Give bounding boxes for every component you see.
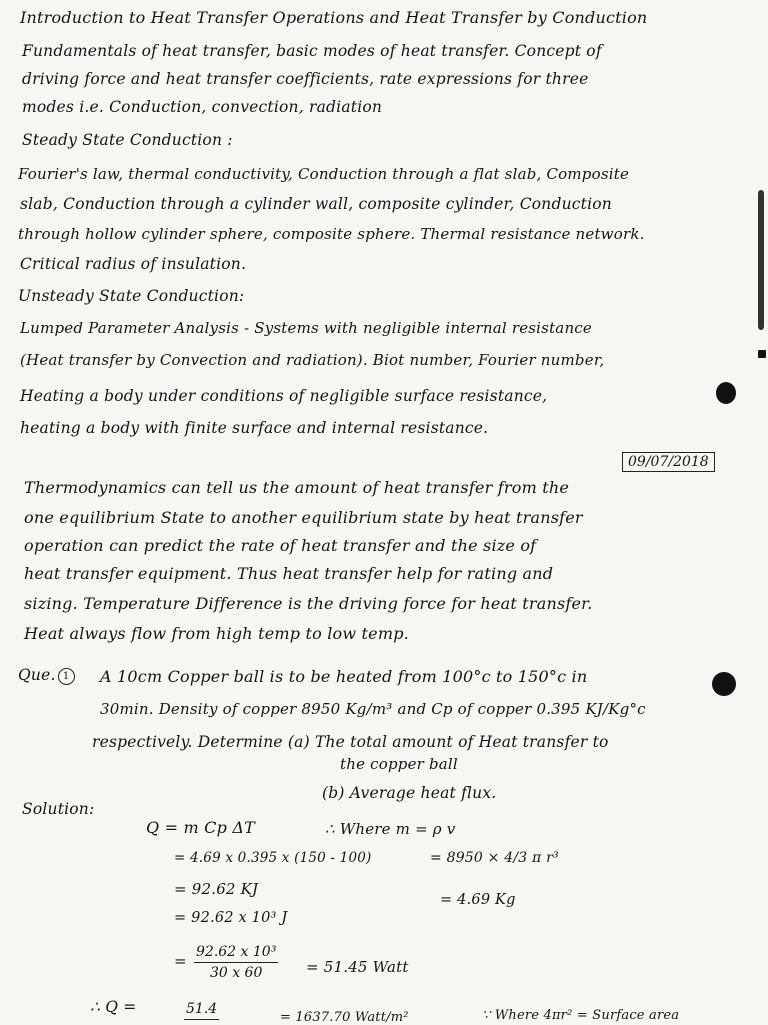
section-heading-unsteady: Unsteady State Conduction: [18,287,245,305]
syllabus-line: (Heat transfer by Convection and radiation). Biot number, Fourier number, [20,351,605,369]
ink-blot [712,672,736,696]
question-label-text: Que. [18,666,56,684]
solution-note: = 8950 × 4/3 π r³ [430,850,559,866]
solution-step: = 4.69 x 0.395 x (150 - 100) [174,850,372,866]
question-line: (b) Average heat flux. [322,784,497,802]
syllabus-title: Introduction to Heat Transfer Operations and Heat Transfer by Conduction [20,8,648,27]
syllabus-line: Fundamentals of heat transfer, basic modes of heat transfer. Concept of [22,42,602,60]
syllabus-line: Fourier's law, thermal conductivity, Conduction through a flat slab, Composite [18,165,630,183]
solution-result: = 51.45 Watt [306,958,409,976]
solution-eq-sign: = [174,952,187,970]
notes-line: heat transfer equipment. Thus heat transfer help for rating and [24,564,554,583]
syllabus-line: slab, Conduction through a cylinder wall, composite cylinder, Conduction [20,195,612,213]
solution-label: Solution: [22,800,95,818]
question-number: 1 [58,668,75,685]
solution-step: = 92.62 KJ [174,880,259,898]
solution-result: = 1637.70 Watt/m² [280,1010,409,1025]
syllabus-line: driving force and heat transfer coefficients, rate expressions for three [22,70,589,88]
solution-step: ∴ Q = [90,998,137,1016]
question-line: the copper ball [340,755,458,773]
syllabus-line: Critical radius of insulation. [20,255,247,273]
solution-fraction [194,944,278,981]
notes-line: one equilibrium State to another equilibrium state by heat transfer [24,508,583,527]
syllabus-line: heating a body with finite surface and internal resistance. [20,419,489,437]
date-box: 09/07/2018 [622,452,715,472]
ink-mark [758,190,764,330]
question-line: 30min. Density of copper 8950 Kg/m³ and Cp of copper 0.395 KJ/Kg°c [100,700,646,718]
question-label [18,666,75,685]
syllabus-line: through hollow cylinder sphere, composite sphere. Thermal resistance network. [18,225,645,243]
solution-step: Q = m Cp ΔT [146,818,255,837]
section-heading-steady: Steady State Conduction : [22,131,233,149]
ink-mark [758,350,766,358]
fraction-numerator: 51.4 [184,1001,219,1020]
notes-line: Thermodynamics can tell us the amount of heat transfer from the [24,478,570,497]
solution-note: ∴ Where m = ρ v [325,820,456,838]
question-line: A 10cm Copper ball is to be heated from 100°c to 150°c in [100,667,588,686]
syllabus-line: modes i.e. Conduction, convection, radiation [22,98,383,116]
ink-blot [716,382,736,404]
solution-note: = 4.69 Kg [440,892,516,908]
solution-note: ∵ Where 4πr² = Surface area [482,1008,680,1023]
fraction-numerator: 92.62 x 10³ [194,944,278,963]
notes-line: sizing. Temperature Difference is the driving force for heat transfer. [24,594,593,613]
fraction-denominator: 30 x 60 [209,965,263,981]
solution-fraction [184,1001,219,1020]
question-line: respectively. Determine (a) The total amount of Heat transfer to [92,733,609,751]
notes-line: operation can predict the rate of heat transfer and the size of [24,536,537,555]
solution-step: = 92.62 x 10³ J [174,910,288,926]
syllabus-line: Lumped Parameter Analysis - Systems with negligible internal resistance [20,319,592,337]
notes-line: Heat always flow from high temp to low temp. [24,624,409,643]
syllabus-line: Heating a body under conditions of negligible surface resistance, [20,387,548,405]
